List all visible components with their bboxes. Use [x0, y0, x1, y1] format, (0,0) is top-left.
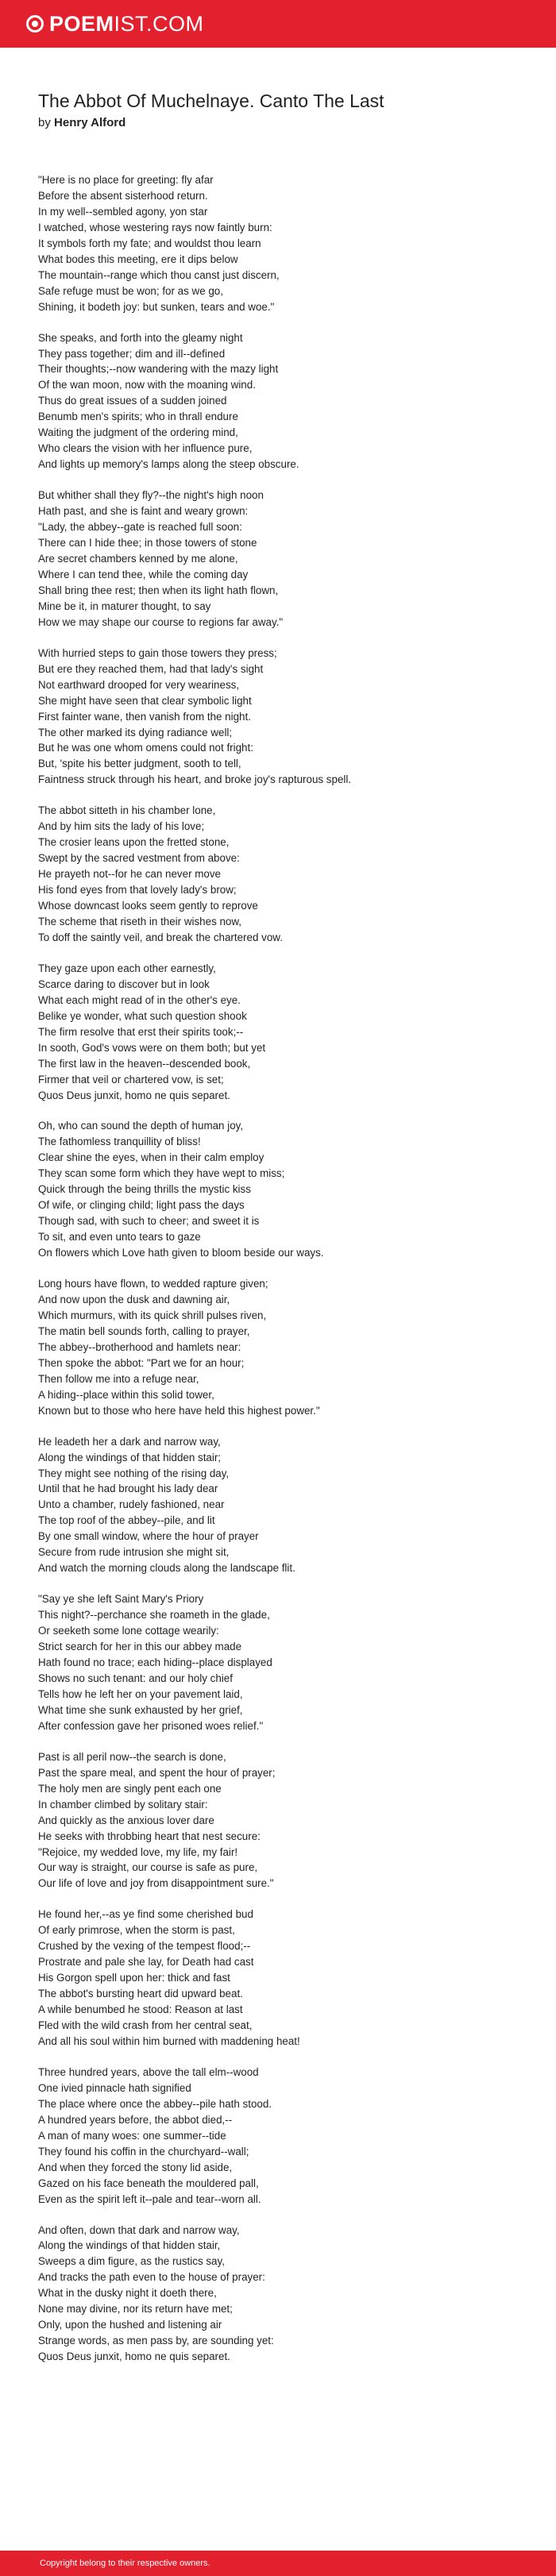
- stanza: [38, 1276, 531, 1419]
- poem-line: And watch the morning clouds along the landscape flit.: [38, 1562, 295, 1575]
- poem-line: And all his soul within him burned with maddening heat!: [38, 2034, 300, 2047]
- poem-line: Safe refuge must be won; for as we go,: [38, 284, 223, 297]
- poem-line: The place where once the abbey--pile hath stood.: [38, 2097, 272, 2110]
- poem-line: Quick through the being thrills the mystic kiss: [38, 1183, 251, 1196]
- poem-line: Then follow me into a refuge near,: [38, 1372, 199, 1385]
- poem-line: Hath past, and she is faint and weary grown:: [38, 505, 249, 518]
- poem-line: None may divine, nor its return have met;: [38, 2303, 233, 2316]
- poem-line: He seeks with throbbing heart that nest secure:: [38, 1830, 261, 1842]
- poem-line: Hath found no trace; each hiding--place displayed: [38, 1656, 272, 1669]
- poem-line: Where I can tend thee, while the coming day: [38, 568, 249, 580]
- poem-line: "Rejoice, my wedded love, my life, my fair!: [38, 1845, 238, 1858]
- poem-line: Even as the spirit left it--pale and tear--worn all.: [38, 2192, 261, 2205]
- poem-line: I watched, whose westering rays now faintly burn:: [38, 221, 272, 233]
- poem-line: There can I hide thee; in those towers of stone: [38, 537, 257, 550]
- poem-line: In sooth, God's vows were on them both; but yet: [38, 1041, 266, 1054]
- poem-line: He prayeth not--for he can never move: [38, 868, 221, 881]
- poem-line: And lights up memory's lamps along the steep obscure.: [38, 458, 299, 471]
- poem-line: Gazed on his face beneath the mouldered pall,: [38, 2177, 259, 2189]
- poem-line: Scarce daring to discover but in look: [38, 978, 210, 990]
- poem-line: They gaze upon each other earnestly,: [38, 962, 216, 974]
- poem-line: Belike ye wonder, what such question shook: [38, 1009, 247, 1022]
- stanza: [38, 488, 531, 631]
- poem-line: He found her,--as ye find some cherished bud: [38, 1908, 253, 1921]
- poem-line: Secure from rude intrusion she might sit,: [38, 1546, 230, 1559]
- stanza: [38, 1591, 531, 1734]
- poem-line: "Here is no place for greeting: fly afar: [38, 174, 214, 186]
- poem-line: They might see nothing of the rising day,: [38, 1467, 230, 1479]
- poem-line: Shining, it bodeth joy: but sunken, tears and woe.": [38, 300, 275, 313]
- author-link[interactable]: Henry Alford: [54, 116, 126, 129]
- copyright-text: Copyright belong to their respective owners.: [40, 2559, 210, 2568]
- site-header: [0, 0, 556, 48]
- poem-line: What each might read of in the other's eye.: [38, 993, 241, 1006]
- stanza: [38, 803, 531, 946]
- poem-line: Or seeketh some lone cottage wearily:: [38, 1625, 219, 1637]
- poem-line: And now upon the dusk and dawning air,: [38, 1294, 230, 1305]
- poem-byline: [38, 115, 125, 131]
- poem-line: And often, down that dark and narrow way,: [38, 2223, 240, 2236]
- poem-line: A while benumbed he stood: Reason at last: [38, 2003, 243, 2016]
- poem-line: Mine be it, in maturer thought, to say: [38, 600, 211, 612]
- poem-line: But whither shall they fly?--the night's high noon: [38, 489, 264, 502]
- poem-line: This night?--perchance she roameth in the glade,: [38, 1609, 270, 1622]
- poem-line: Tells how he left her on your pavement laid,: [38, 1687, 243, 1700]
- poem-line: Past is all peril now--the search is done,: [38, 1750, 226, 1763]
- poem-line: Past the spare meal, and spent the hour of prayer;: [38, 1766, 276, 1779]
- poem-line: His Gorgon spell upon her: thick and fast: [38, 1972, 230, 1984]
- poem-line: And tracks the path even to the house of prayer:: [38, 2271, 265, 2284]
- stanza: [38, 2223, 531, 2366]
- poem-line: In chamber climbed by solitary stair:: [38, 1798, 208, 1811]
- poem-line: The abbey--brotherhood and hamlets near:: [38, 1340, 241, 1353]
- poem-line: Strict search for her in this our abbey made: [38, 1641, 242, 1653]
- stanza: [38, 961, 531, 1104]
- poem-line: Long hours have flown, to wedded rapture given;: [38, 1278, 268, 1290]
- logo-bold-text: POEM: [49, 12, 114, 36]
- stanza: [38, 1749, 531, 1892]
- poem-line: Crushed by the vexing of the tempest flood;--: [38, 1940, 251, 1953]
- poem-line: They pass together; dim and ill--defined: [38, 347, 226, 360]
- poem-line: A hundred years before, the abbot died,--: [38, 2113, 233, 2126]
- poem-line: Shows no such tenant: and our holy chief: [38, 1672, 233, 1684]
- poem-line: The crosier leans upon the fretted stone,: [38, 836, 230, 849]
- poem-line: The firm resolve that erst their spirits took;--: [38, 1025, 244, 1038]
- poem-line: Of wife, or clinging child; light pass the days: [38, 1199, 245, 1212]
- poem-line: Quos Deus junxit, homo ne quis separet.: [38, 1089, 230, 1101]
- poem-line: Firmer that veil or chartered vow, is set;: [38, 1073, 224, 1086]
- poem-line: Known but to those who here have held this highest power.": [38, 1404, 320, 1417]
- poem-line: By one small window, where the hour of prayer: [38, 1530, 259, 1543]
- poem-line: They scan some form which they have wept to miss;: [38, 1167, 285, 1180]
- poem-line: His fond eyes from that lovely lady's brow;: [38, 884, 237, 897]
- poem-line: Clear shine the eyes, when in their calm employ: [38, 1151, 264, 1164]
- poem-line: A hiding--place within this solid tower,: [38, 1388, 214, 1401]
- poem-line: To doff the saintly veil, and break the chartered vow.: [38, 931, 283, 943]
- poem-line: Three hundred years, above the tall elm--wood: [38, 2065, 259, 2078]
- poem-line: The top roof of the abbey--pile, and lit: [38, 1514, 215, 1527]
- poem-line: In my well--sembled agony, yon star: [38, 205, 208, 218]
- poem-line: Strange words, as men pass by, are sounding yet:: [38, 2335, 274, 2347]
- poem-line: Thus do great issues of a sudden joined: [38, 395, 227, 407]
- poem-line: Prostrate and pale she lay, for Death had cast: [38, 1956, 254, 1969]
- poem-line: A man of many woes: one summer--tide: [38, 2129, 226, 2142]
- poem-line: Sweeps a dim figure, as the rustics say,: [38, 2255, 225, 2268]
- poem-line: After confession gave her prisoned woes relief.'': [38, 1719, 264, 1732]
- poem-line: Which murmurs, with its quick shrill pulses riven,: [38, 1309, 267, 1321]
- site-logo-text: [49, 10, 204, 37]
- poem-line: With hurried steps to gain those towers they press;: [38, 646, 277, 659]
- poem-line: Then spoke the abbot: "Part we for an hour;: [38, 1356, 245, 1369]
- poem-line: Until that he had brought his lady dear: [38, 1483, 218, 1495]
- poem-line: First fainter wane, then vanish from the night.: [38, 710, 251, 723]
- poem-line: The first law in the heaven--descended book,: [38, 1057, 251, 1070]
- by-label: by: [38, 116, 51, 129]
- poem-line: The holy men are singly pent each one: [38, 1782, 222, 1795]
- poem-line: The matin bell sounds forth, calling to prayer,: [38, 1325, 250, 1337]
- stanza: [38, 172, 531, 315]
- stanza: [38, 646, 531, 789]
- poem-line: On flowers which Love hath given to bloom beside our ways.: [38, 1247, 324, 1259]
- poem-line: Before the absent sisterhood return.: [38, 189, 208, 202]
- poem-line: The abbot's bursting heart did upward beat.: [38, 1988, 243, 2000]
- poem-line: Fled with the wild crash from her central seat,: [38, 2019, 253, 2032]
- poem-line: She speaks, and forth into the gleamy night: [38, 331, 243, 344]
- poem-line: What bodes this meeting, ere it dips below: [38, 253, 238, 265]
- poem-line: To sit, and even unto tears to gaze: [38, 1231, 201, 1244]
- site-footer: [0, 2551, 556, 2576]
- poem-line: Of early primrose, when the storm is past,: [38, 1924, 235, 1937]
- poem-line: Of the wan moon, now with the moaning wind.: [38, 379, 256, 391]
- poem-line: "Say ye she left Saint Mary's Priory: [38, 1593, 204, 1606]
- poem-line: One ivied pinnacle hath signified: [38, 2081, 191, 2094]
- poem-line: Though sad, with such to cheer; and sweet it is: [38, 1215, 260, 1228]
- stanza: [38, 330, 531, 473]
- poem-line: The fathomless tranquillity of bliss!: [38, 1136, 201, 1148]
- poem-line: He leadeth her a dark and narrow way,: [38, 1435, 221, 1448]
- poem-line: Faintness struck through his heart, and broke joy's rapturous spell.: [38, 773, 352, 786]
- poem-line: The other marked its dying radiance well;: [38, 726, 233, 738]
- poem-line: Who clears the vision with her influence pure,: [38, 442, 253, 455]
- poem-line: Not earthward drooped for very weariness,: [38, 678, 240, 691]
- poem-line: Unto a chamber, rudely fashioned, near: [38, 1498, 225, 1511]
- poem-line: But, 'spite his better judgment, sooth to tell,: [38, 758, 241, 770]
- poem-body: [38, 172, 531, 2380]
- poem-line: Oh, who can sound the depth of human joy,: [38, 1120, 244, 1132]
- poem-line: She might have seen that clear symbolic light: [38, 694, 252, 707]
- poem-line: Only, upon the hushed and listening air: [38, 2319, 222, 2331]
- poem-line: Shall bring thee rest; then when its light hath flown,: [38, 584, 279, 596]
- poem-line: Benumb men's spirits; who in thrall endure: [38, 411, 238, 423]
- poem-line: How we may shape our course to regions far away.": [38, 615, 284, 628]
- poem-line: The scheme that riseth in their wishes now,: [38, 915, 242, 927]
- poem-line: It symbols forth my fate; and wouldst thou learn: [38, 237, 261, 249]
- poem-line: What time she sunk exhausted by her grief,: [38, 1703, 243, 1716]
- poem-line: What in the dusky night it doeth there,: [38, 2287, 217, 2300]
- poem-line: Along the windings of that hidden stair,: [38, 2239, 221, 2252]
- stanza: [38, 1907, 531, 2050]
- poem-line: "Lady, the abbey--gate is reached full soon:: [38, 521, 242, 534]
- poem-line: Waiting the judgment of the ordering mind,: [38, 426, 238, 439]
- poem-line: But he was one whom omens could not fright:: [38, 742, 253, 754]
- poem-line: Quos Deus junxit, homo ne quis separet.: [38, 2350, 230, 2363]
- poem-line: They found his coffin in the churchyard--wall;: [38, 2145, 249, 2158]
- poem-line: And by him sits the lady of his love;: [38, 820, 205, 833]
- stanza: [38, 2065, 531, 2208]
- poem-line: Swept by the sacred vestment from above:: [38, 852, 240, 865]
- poem-line: The abbot sitteth in his chamber lone,: [38, 804, 216, 817]
- stanza: [38, 1434, 531, 1577]
- poem-line: And when they forced the stony lid aside,: [38, 2161, 233, 2173]
- poem-line: And quickly as the anxious lover dare: [38, 1814, 214, 1826]
- site-logo-link[interactable]: [26, 10, 204, 37]
- poem-line: The mountain--range which thou canst just discern,: [38, 268, 280, 281]
- logo-light-text: IST.COM: [114, 12, 204, 36]
- poem-line: Our life of love and joy from disappointment sure.": [38, 1877, 274, 1890]
- poem-line: Our way is straight, our course is safe as pure,: [38, 1861, 258, 1874]
- poem-line: But ere they reached them, had that lady's sight: [38, 662, 264, 675]
- poem-line: Along the windings of that hidden stair;: [38, 1451, 222, 1463]
- stanza: [38, 1118, 531, 1261]
- poemist-logo-icon: [26, 15, 44, 33]
- poem-line: Whose downcast looks seem gently to reprove: [38, 900, 258, 912]
- poem-line: Are secret chambers kenned by me alone,: [38, 552, 238, 565]
- poem-title: The Abbot Of Muchelnaye. Canto The Last: [38, 91, 384, 111]
- poem-line: Their thoughts;--now wandering with the mazy light: [38, 363, 279, 376]
